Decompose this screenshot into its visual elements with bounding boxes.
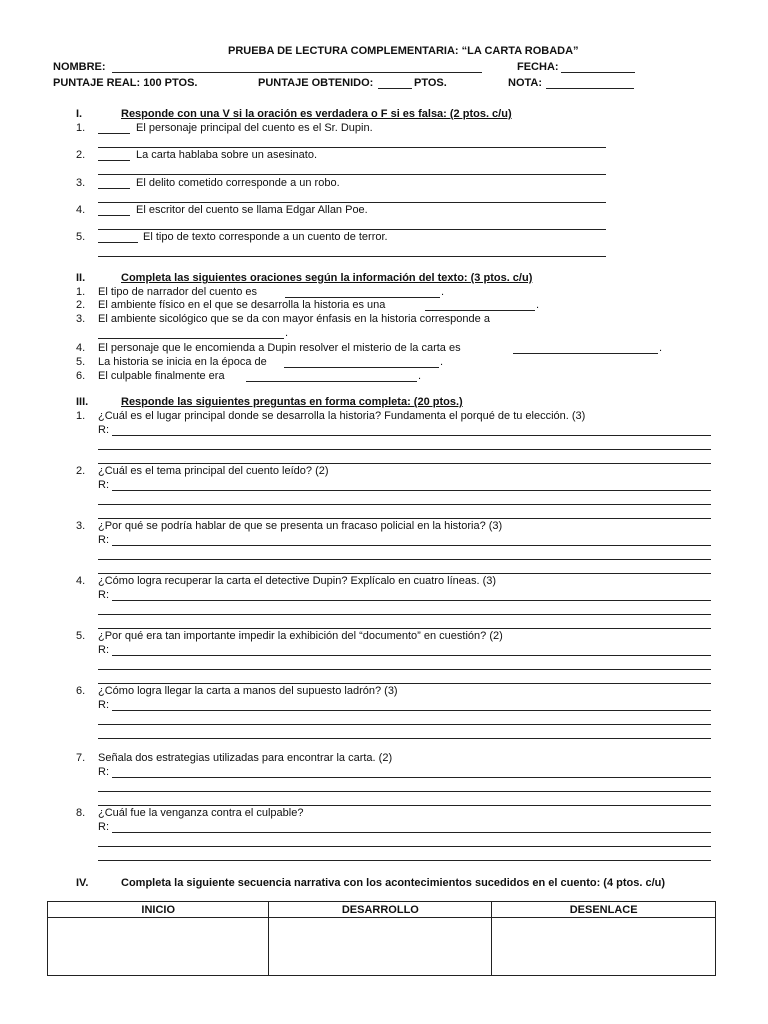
s2-answer-blank[interactable] xyxy=(513,353,658,354)
s2-answer-blank[interactable] xyxy=(98,338,284,339)
s3-answer-line[interactable] xyxy=(98,860,711,861)
s3-answer-label: R: xyxy=(98,699,109,711)
s3-question-text: ¿Por qué se podría hablar de que se presenta un fracaso policial en la historia? (3) xyxy=(98,520,503,532)
s2-answer-blank[interactable] xyxy=(285,297,440,298)
s2-item-text: El tipo de narrador del cuento es xyxy=(98,286,257,298)
section-2-instruction: Completa las siguientes oraciones según la información del texto: (3 ptos. c/u) xyxy=(121,272,533,284)
fecha-field[interactable] xyxy=(561,72,635,73)
s3-answer-line[interactable] xyxy=(98,504,711,505)
s1-correction-line[interactable] xyxy=(98,202,606,203)
s2-answer-blank[interactable] xyxy=(284,367,439,368)
s3-answer-line[interactable] xyxy=(112,600,711,601)
puntaje-real: PUNTAJE REAL: 100 PTOS. xyxy=(53,77,198,89)
s3-question-text: ¿Cuál es el lugar principal donde se desarrolla la historia? Fundamenta el porqué de tu elección. (3) xyxy=(98,410,586,422)
s1-correction-line[interactable] xyxy=(98,229,606,230)
s3-answer-line[interactable] xyxy=(98,573,711,574)
s2-item-num: 1. xyxy=(76,286,86,298)
nombre-field[interactable] xyxy=(112,72,482,73)
s3-answer-line[interactable] xyxy=(98,518,711,519)
s3-answer-line[interactable] xyxy=(112,545,711,546)
s2-item-text: El ambiente sicológico que se da con mayor énfasis en la historia corresponde a xyxy=(98,313,490,325)
s1-correction-line[interactable] xyxy=(98,147,606,148)
s2-answer-blank[interactable] xyxy=(425,310,535,311)
s1-item-text: La carta hablaba sobre un asesinato. xyxy=(136,149,318,161)
s3-answer-line[interactable] xyxy=(98,559,711,560)
s2-item-num: 3. xyxy=(76,313,86,325)
s1-item-num: 1. xyxy=(76,122,86,134)
puntaje-obtenido-label: PUNTAJE OBTENIDO: xyxy=(258,77,374,89)
s3-answer-line[interactable] xyxy=(98,683,711,684)
s1-answer-blank[interactable] xyxy=(98,242,138,243)
s3-answer-line[interactable] xyxy=(98,669,711,670)
s3-question-num: 6. xyxy=(76,685,86,697)
s3-answer-line[interactable] xyxy=(112,655,711,656)
s3-answer-label: R: xyxy=(98,644,109,656)
s3-answer-line[interactable] xyxy=(98,614,711,615)
s1-answer-blank[interactable] xyxy=(98,188,130,189)
s3-question-num: 2. xyxy=(76,465,86,477)
s2-answer-blank[interactable] xyxy=(246,381,417,382)
s3-question-num: 8. xyxy=(76,807,86,819)
s2-item-text: El culpable finalmente era xyxy=(98,370,225,382)
s3-answer-line[interactable] xyxy=(98,791,711,792)
narrative-sequence-table xyxy=(47,901,716,976)
s3-answer-line[interactable] xyxy=(112,490,711,491)
ptos-label: PTOS. xyxy=(414,77,447,89)
s3-question-num: 3. xyxy=(76,520,86,532)
section-3-numeral: III. xyxy=(76,396,89,408)
s3-answer-label: R: xyxy=(98,589,109,601)
s3-question-num: 7. xyxy=(76,752,86,764)
s2-item-text: El ambiente físico en el que se desarrolla la historia es una xyxy=(98,299,386,311)
s1-item-num: 4. xyxy=(76,204,86,216)
s1-answer-blank[interactable] xyxy=(98,133,130,134)
s1-item-text: El escritor del cuento se llama Edgar Allan Poe. xyxy=(136,204,368,216)
s1-answer-blank[interactable] xyxy=(98,215,130,216)
section-1-instruction: Responde con una V si la oración es verdadera o F si es falsa: (2 ptos. c/u) xyxy=(121,108,512,120)
s1-item-num: 5. xyxy=(76,231,86,243)
s3-answer-line[interactable] xyxy=(98,628,711,629)
s1-correction-line[interactable] xyxy=(98,174,606,175)
inicio-cell[interactable] xyxy=(48,918,269,976)
nota-field[interactable] xyxy=(546,88,634,89)
s3-answer-line[interactable] xyxy=(98,846,711,847)
s3-question-text: ¿Cuál fue la venganza contra el culpable? xyxy=(98,807,304,819)
s2-item-num: 4. xyxy=(76,342,86,354)
s3-question-text: Señala dos estrategias utilizadas para encontrar la carta. (2) xyxy=(98,752,393,764)
s3-question-num: 1. xyxy=(76,410,86,422)
section-4-instruction: Completa la siguiente secuencia narrativa con los acontecimientos sucedidos en el cuento: (4 ptos. c/u) xyxy=(121,877,666,889)
s3-question-text: ¿Cuál es el tema principal del cuento leído? (2) xyxy=(98,465,329,477)
s1-item-text: El delito cometido corresponde a un robo. xyxy=(136,177,340,189)
desenlace-cell[interactable] xyxy=(492,918,716,976)
s2-item-text: El personaje que le encomienda a Dupin resolver el misterio de la carta es xyxy=(98,342,461,354)
s3-answer-label: R: xyxy=(98,766,109,778)
section-2-numeral: II. xyxy=(76,272,86,284)
s1-item-text: El tipo de texto corresponde a un cuento de terror. xyxy=(143,231,388,243)
nota-label: NOTA: xyxy=(508,77,543,89)
s2-item-text: La historia se inicia en la época de xyxy=(98,356,267,368)
s1-correction-line[interactable] xyxy=(98,256,606,257)
column-header-inicio: INICIO xyxy=(48,902,269,918)
s2-item-num: 6. xyxy=(76,370,86,382)
s3-answer-label: R: xyxy=(98,821,109,833)
puntaje-obtenido-field[interactable] xyxy=(378,88,412,89)
s3-question-text: ¿Cómo logra recuperar la carta el detective Dupin? Explícalo en cuatro líneas. (3) xyxy=(98,575,497,587)
section-4-numeral: IV. xyxy=(76,877,89,889)
section-3-instruction: Responde las siguientes preguntas en forma completa: (20 ptos.) xyxy=(121,396,463,408)
column-header-desenlace: DESENLACE xyxy=(492,902,716,918)
s1-item-num: 2. xyxy=(76,149,86,161)
nombre-label: NOMBRE: xyxy=(53,61,106,73)
s3-answer-label: R: xyxy=(98,424,109,436)
s3-answer-line[interactable] xyxy=(112,435,711,436)
page-title: PRUEBA DE LECTURA COMPLEMENTARIA: “LA CARTA ROBADA” xyxy=(228,45,579,57)
section-1-numeral: I. xyxy=(76,108,83,120)
s1-item-text: El personaje principal del cuento es el Sr. Dupin. xyxy=(136,122,373,134)
s3-answer-line[interactable] xyxy=(112,832,711,833)
s1-answer-blank[interactable] xyxy=(98,160,130,161)
s3-question-num: 4. xyxy=(76,575,86,587)
s3-answer-label: R: xyxy=(98,534,109,546)
fecha-label: FECHA: xyxy=(517,61,559,73)
desarrollo-cell[interactable] xyxy=(269,918,492,976)
s3-answer-line[interactable] xyxy=(98,724,711,725)
s2-item-num: 2. xyxy=(76,299,86,311)
s3-answer-line[interactable] xyxy=(98,463,711,464)
column-header-desarrollo: DESARROLLO xyxy=(269,902,492,918)
s3-answer-line[interactable] xyxy=(112,710,711,711)
s3-answer-line[interactable] xyxy=(98,449,711,450)
s1-item-num: 3. xyxy=(76,177,86,189)
s3-question-text: ¿Cómo logra llegar la carta a manos del supuesto ladrón? (3) xyxy=(98,685,398,697)
s3-question-text: ¿Por qué era tan importante impedir la exhibición del “documento” en cuestión? (2) xyxy=(98,630,503,642)
s3-answer-line[interactable] xyxy=(98,805,711,806)
s3-question-num: 5. xyxy=(76,630,86,642)
s3-answer-line[interactable] xyxy=(98,738,711,739)
s3-answer-label: R: xyxy=(98,479,109,491)
s3-answer-line[interactable] xyxy=(112,777,711,778)
s2-item-num: 5. xyxy=(76,356,86,368)
